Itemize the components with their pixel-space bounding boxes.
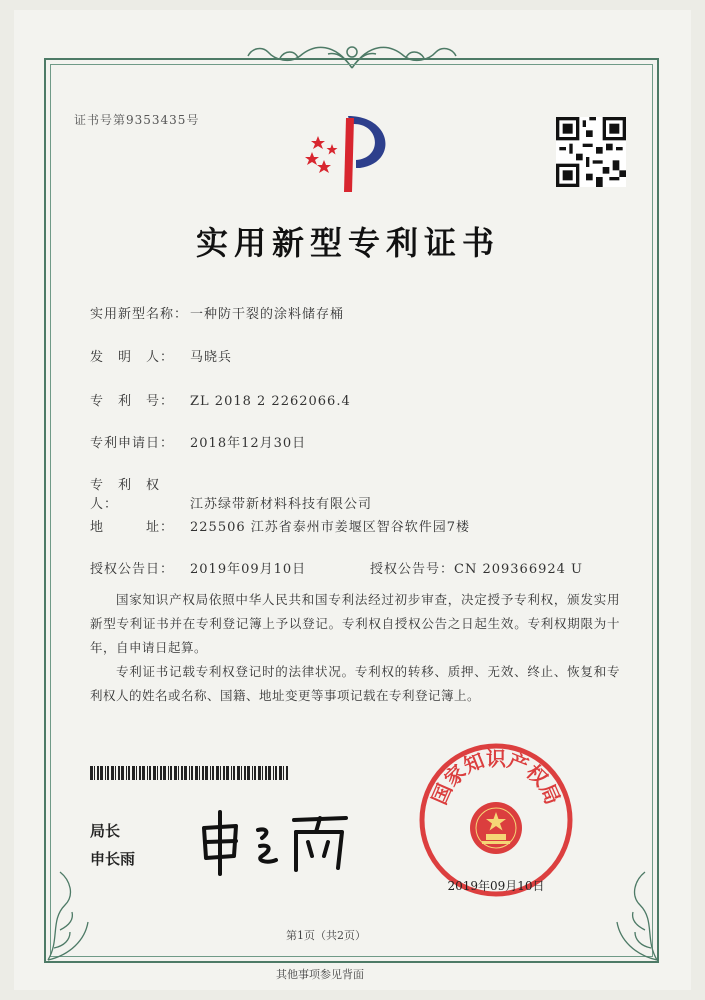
barcode [90, 766, 290, 780]
barcode-bar [97, 766, 99, 780]
cnipa-logo [298, 108, 408, 196]
barcode-bar [178, 766, 179, 780]
director-name: 申长雨 [90, 850, 136, 868]
barcode-bar [265, 766, 267, 780]
field-value: ZL 2018 2 2262066.4 [190, 394, 351, 409]
director-signature [196, 808, 356, 878]
barcode-bar [283, 766, 284, 780]
grant-date-label: 授权公告日： [90, 562, 175, 577]
barcode-bar [252, 766, 253, 780]
barcode-bar [170, 766, 172, 780]
barcode-bar [286, 766, 288, 780]
field-label: 专 利 号： [90, 394, 175, 409]
barcode-bar [191, 766, 193, 780]
declaration-paragraph-1: 国家知识产权局依照中华人民共和国专利法经过初步审查，决定授予专利权，颁发实用新型专利证书并在专利登记簿上予以登记。专利权自授权公告之日起生效。专利权期限为十年，自申请日起算。 [90, 592, 620, 655]
field-value: 马晓兵 [190, 350, 233, 365]
grant-number-label: 授权公告号： [370, 562, 455, 577]
barcode-bar [212, 766, 214, 780]
barcode-bar [199, 766, 200, 780]
field-address [90, 516, 470, 535]
barcode-bar [157, 766, 158, 780]
barcode-bar [181, 766, 183, 780]
qr-code [556, 117, 626, 187]
barcode-bar [100, 766, 103, 780]
barcode-bar [205, 766, 208, 780]
barcode-bar [195, 766, 198, 780]
barcode-bar [189, 766, 190, 780]
barcode-bar [115, 766, 116, 780]
barcode-bar [90, 766, 93, 780]
field-label: 专 利 权 人： [90, 478, 175, 512]
page-number: 第1页（共2页） [286, 929, 366, 942]
barcode-bar [147, 766, 148, 780]
barcode-bar [168, 766, 169, 780]
barcode-bar [153, 766, 156, 780]
field-inventor [90, 346, 232, 365]
barcode-bar [142, 766, 145, 780]
barcode-bar [94, 766, 95, 780]
barcode-bar [279, 766, 282, 780]
barcode-bar [111, 766, 114, 780]
barcode-bar [226, 766, 229, 780]
field-utility-model-name [90, 303, 344, 322]
barcode-bar [237, 766, 240, 780]
certificate-number: 证书号第9353435号 [74, 113, 200, 127]
barcode-bar [118, 766, 120, 780]
official-seal [416, 740, 576, 900]
barcode-bar [174, 766, 177, 780]
barcode-bar [247, 766, 250, 780]
field-label: 地 址： [90, 520, 175, 535]
barcode-bar [128, 766, 130, 780]
field-grant-info [90, 558, 583, 577]
barcode-bar [244, 766, 246, 780]
barcode-bar [268, 766, 271, 780]
grant-date-value: 2019年09月10日 [190, 562, 307, 577]
barcode-bar [262, 766, 263, 780]
barcode-bar [258, 766, 261, 780]
barcode-bar [105, 766, 106, 780]
field-value: 一种防干裂的涂料储存桶 [190, 307, 345, 322]
barcode-bar [275, 766, 277, 780]
field-label: 发 明 人： [90, 350, 175, 365]
barcode-bar [241, 766, 242, 780]
field-application-date [90, 432, 306, 451]
barcode-bar [163, 766, 166, 780]
barcode-bar [202, 766, 204, 780]
barcode-bar [216, 766, 219, 780]
barcode-bar [210, 766, 211, 780]
barcode-bar [223, 766, 225, 780]
barcode-bar [254, 766, 256, 780]
barcode-bar [184, 766, 187, 780]
barcode-bar [220, 766, 221, 780]
certificate-title: 实用新型专利证书 [196, 224, 501, 262]
seal-text: 国家知识产权局 [426, 746, 566, 808]
bottom-right-ornament [595, 860, 665, 970]
field-value: 江苏绿带新材料科技有限公司 [190, 497, 373, 512]
svg-text:国家知识产权局 [427, 747, 565, 808]
field-value: 2018年12月30日 [190, 436, 307, 451]
footer-note: 其他事项参见背面 [276, 968, 364, 981]
field-label: 专利申请日： [90, 436, 175, 451]
barcode-bar [233, 766, 235, 780]
barcode-bar [132, 766, 135, 780]
barcode-bar [121, 766, 124, 780]
director-title: 局长 [90, 822, 121, 840]
field-value: 225506 江苏省泰州市姜堰区智谷软件园7楼 [190, 520, 471, 535]
grant-number-value: CN 209366924 U [454, 562, 583, 577]
barcode-bar [149, 766, 151, 780]
field-label: 实用新型名称： [90, 307, 189, 322]
barcode-bar [139, 766, 141, 780]
field-patentee [90, 474, 372, 512]
declaration-paragraph-2: 专利证书记载专利权登记时的法律状况。专利权的转移、质押、无效、终止、恢复和专利权人的姓名或名称、国籍、地址变更等事项记载在专利登记簿上。 [90, 664, 620, 703]
seal-date: 2019年09月10日 [447, 879, 545, 893]
barcode-bar [126, 766, 127, 780]
barcode-bar [231, 766, 232, 780]
field-patent-number [90, 390, 351, 409]
barcode-bar [273, 766, 274, 780]
barcode-bar [107, 766, 109, 780]
bottom-left-ornament [40, 860, 110, 970]
barcode-bar [136, 766, 137, 780]
barcode-bar [160, 766, 162, 780]
